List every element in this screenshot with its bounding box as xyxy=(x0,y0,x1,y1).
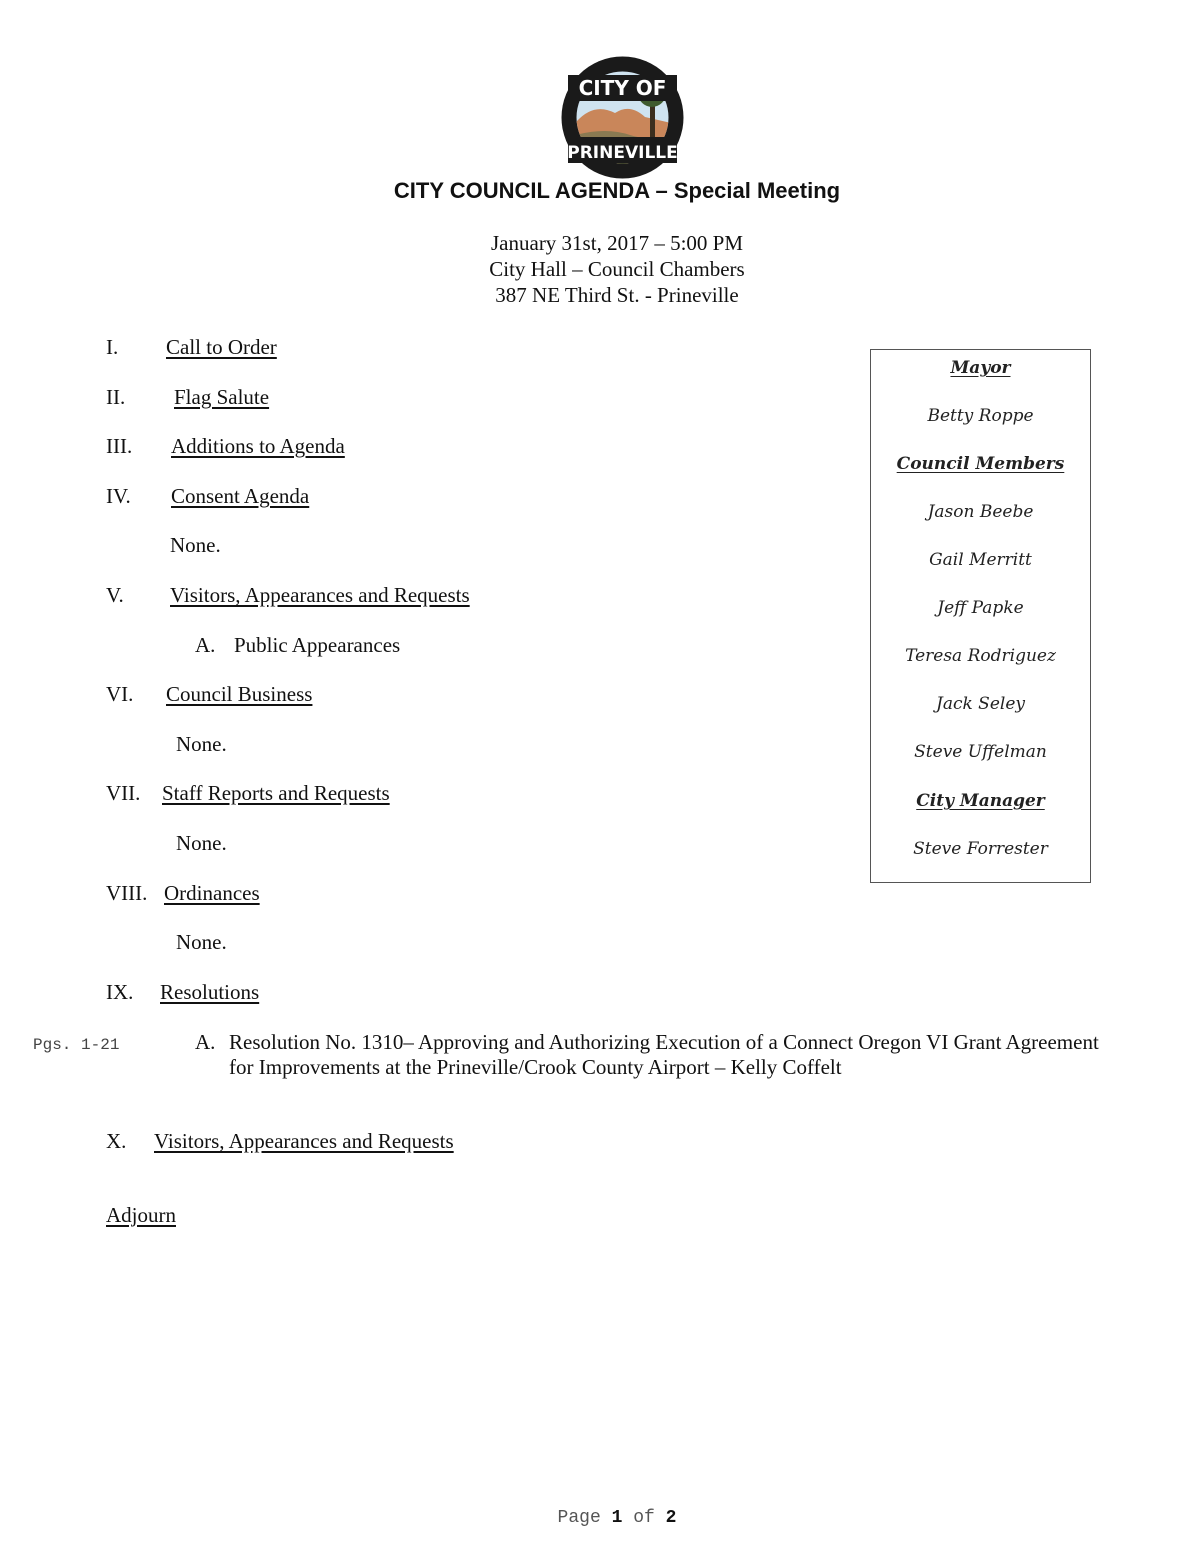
item-ix-number: IX. xyxy=(106,980,134,1004)
resolution-1310-line-1: Resolution No. 1310– Approving and Authorizing Execution of a Connect Oregon VI Grant Agreement xyxy=(229,1030,1099,1054)
mayor-name: Betty Roppe xyxy=(927,406,1034,426)
item-council-business: Council Business xyxy=(166,682,313,706)
footer-total-pages: 2 xyxy=(665,1508,677,1528)
staff-reports-note: None. xyxy=(176,831,227,855)
page-number-footer xyxy=(0,1508,1200,1528)
item-v-number: V. xyxy=(106,583,124,607)
page-title: CITY COUNCIL AGENDA – Special Meeting xyxy=(393,178,841,203)
item-additions-to-agenda: Additions to Agenda xyxy=(171,434,345,458)
meeting-details xyxy=(0,230,1200,308)
item-consent-agenda: Consent Agenda xyxy=(171,484,310,508)
item-vi-number: VI. xyxy=(106,682,134,706)
item-viii-number: VIII. xyxy=(106,881,148,905)
seal-bottom-text: PRINEVILLE xyxy=(567,143,678,163)
item-x-visitors-appearances: Visitors, Appearances and Requests xyxy=(154,1129,454,1153)
adjourn: Adjourn xyxy=(106,1203,176,1227)
footer-of-word: of xyxy=(633,1508,655,1528)
item-x-number: X. xyxy=(106,1129,127,1153)
council-member-name: Jeff Papke xyxy=(937,598,1024,618)
footer-page-word: Page xyxy=(557,1508,601,1528)
item-iv-number: IV. xyxy=(106,484,131,508)
item-vii-number: VII. xyxy=(106,781,141,805)
seal-top-text: CITY OF xyxy=(578,76,667,100)
item-resolutions: Resolutions xyxy=(160,980,260,1004)
council-member-name: Jack Seley xyxy=(936,694,1025,714)
resolution-a-letter: A. xyxy=(195,1030,216,1054)
council-member-name: Steve Uffelman xyxy=(914,742,1047,762)
council-roster-box xyxy=(870,349,1091,883)
item-staff-reports: Staff Reports and Requests xyxy=(162,781,390,805)
city-manager-heading: City Manager xyxy=(916,791,1045,811)
footer-current-page: 1 xyxy=(611,1508,623,1528)
item-ii-number: II. xyxy=(106,385,126,409)
page-reference: Pgs. 1-21 xyxy=(33,1036,120,1054)
council-member-name: Teresa Rodriguez xyxy=(905,646,1056,666)
council-members-heading: Council Members xyxy=(896,454,1065,474)
item-ordinances: Ordinances xyxy=(164,881,260,905)
item-visitors-appearances: Visitors, Appearances and Requests xyxy=(170,583,470,607)
item-flag-salute: Flag Salute xyxy=(174,385,270,409)
subitem-public-appearances: Public Appearances xyxy=(234,633,401,657)
item-call-to-order: Call to Order xyxy=(166,335,277,359)
item-iii-number: III. xyxy=(106,434,133,458)
item-i-number: I. xyxy=(106,335,119,359)
city-manager-name: Steve Forrester xyxy=(913,839,1048,859)
mayor-heading: Mayor xyxy=(950,358,1011,378)
meeting-address: 387 NE Third St. - Prineville xyxy=(495,283,739,307)
consent-agenda-note: None. xyxy=(170,533,221,557)
meeting-location: City Hall – Council Chambers xyxy=(489,257,745,281)
ordinances-note: None. xyxy=(176,930,227,954)
council-business-note: None. xyxy=(176,732,227,756)
subitem-a-letter: A. xyxy=(195,633,216,657)
council-member-name: Gail Merritt xyxy=(929,550,1032,570)
city-seal-logo xyxy=(560,55,685,180)
resolution-1310-line-2: for Improvements at the Prineville/Crook County Airport – Kelly Coffelt xyxy=(229,1055,842,1079)
council-member-name: Jason Beebe xyxy=(927,502,1034,522)
meeting-date-time: January 31st, 2017 – 5:00 PM xyxy=(491,231,743,255)
